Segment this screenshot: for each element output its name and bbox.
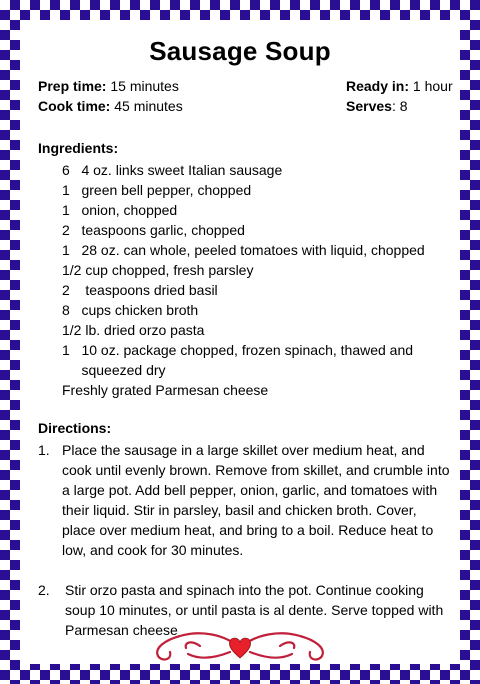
directions-heading: Directions: [38,420,112,436]
direction-step: 1. Place the sausage in a large skillet over medium heat, and cook until evenly brown. Remove from skillet, and crumble into a large pot. Add bell pepper, onion, garlic, and tomatoes with their liquid. Stir in parsley, basil and chicken broth. Cover, place over medium heat, and bring to a boil. Reduce heat to low, and cook for 30 minutes. [38,442,450,558]
list-item: 1 28 oz. can whole, peeled tomatoes with liquid, chopped [62,242,425,258]
list-item: 1 10 oz. package chopped, frozen spinach, thawed and squeezed dry [62,342,414,378]
list-item: 1/2 lb. dried orzo pasta [62,322,205,338]
direction-step: 2. Stir orzo pasta and spinach into the pot. Continue cooking soup 10 minutes, or until pasta is al dente. Serve topped with Parmesan cheese [38,582,444,638]
list-item: 1 green bell pepper, chopped [62,182,252,198]
list-item: Freshly grated Parmesan cheese [62,382,269,398]
yield-info [346,76,453,116]
list-item: 1 onion, chopped [62,202,178,218]
directions-list [38,440,450,640]
serves: Serves: 8 [346,98,408,114]
heart-icon [229,638,250,658]
list-item: 8 cups chicken broth [62,302,199,318]
ingredients-heading: Ingredients: [38,140,119,156]
time-info [38,76,183,116]
ingredients-list [62,160,452,400]
recipe-title: Sausage Soup [149,36,331,66]
recipe-card [20,20,460,664]
heart-flourish-ornament [140,626,340,666]
list-item: 1/2 cup chopped, fresh parsley [62,262,254,278]
cook-time: Cook time: 45 minutes [38,98,183,114]
list-item: 6 4 oz. links sweet Italian sausage [62,162,283,178]
list-item: 2 teaspoons garlic, chopped [62,222,245,238]
list-item: 2 teaspoons dried basil [62,282,218,298]
ready-in: Ready in: 1 hour [346,78,453,94]
prep-time: Prep time: 15 minutes [38,78,179,94]
